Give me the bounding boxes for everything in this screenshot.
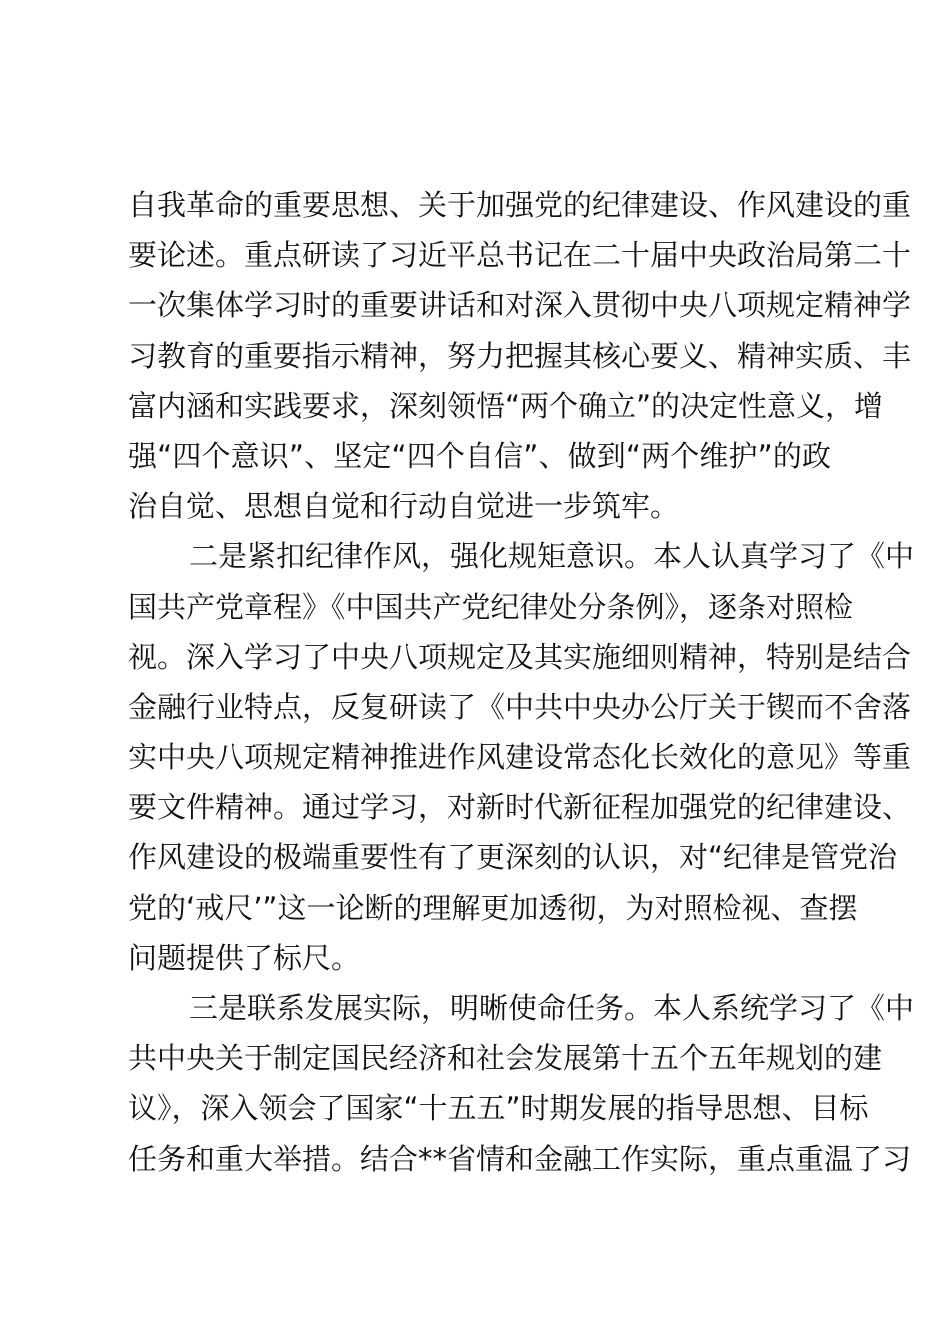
text-line: 二是紧扣纪律作风，强化规矩意识。本人认真学习了《中 bbox=[189, 539, 915, 574]
text-line: 强“四个意识”、坚定“四个自信”、做到“两个维护”的政 bbox=[128, 438, 831, 473]
paragraph-2 bbox=[128, 531, 915, 983]
paragraph-1 bbox=[128, 180, 912, 531]
text-line: 治自觉、思想自觉和行动自觉进一步筑牢。 bbox=[128, 489, 680, 524]
text-line: 议》，深入领会了国家“十五五”时期发展的指导思想、目标 bbox=[128, 1091, 869, 1126]
text-line: 问题提供了标尺。 bbox=[128, 940, 361, 975]
text-line: 金融行业特点，反复研读了《中共中央办公厅关于锲而不舍落 bbox=[128, 689, 912, 724]
text-line: 共中央关于制定国民经济和社会发展第十五个五年规划的建 bbox=[128, 1041, 883, 1076]
text-line: 自我革命的重要思想、关于加强党的纪律建设、作风建设的重 bbox=[128, 188, 912, 222]
text-line: 实中央八项规定精神推进作风建设常态化长效化的意见》等重 bbox=[128, 740, 912, 775]
text-line: 三是联系发展实际，明晰使命任务。本人系统学习了《中 bbox=[189, 991, 915, 1025]
text-line: 一次集体学习时的重要讲话和对深入贯彻中央八项规定精神学 bbox=[128, 288, 912, 323]
text-line: 视。深入学习了中央八项规定及其实施细则精神，特别是结合 bbox=[128, 639, 912, 674]
paragraph-3 bbox=[128, 983, 915, 1184]
text-line: 作风建设的极端重要性有了更深刻的认识，对“纪律是管党治 bbox=[128, 840, 898, 875]
text-line: 国共产党章程》《中国共产党纪律处分条例》，逐条对照检 bbox=[128, 589, 854, 624]
text-line: 任务和重大举措。结合**省情和金融工作实际，重点重温了习 bbox=[128, 1141, 912, 1176]
document-body bbox=[128, 180, 915, 1184]
text-line: 要论述。重点研读了习近平总书记在二十届中央政治局第二十 bbox=[128, 238, 912, 273]
text-line: 习教育的重要指示精神，努力把握其核心要义、精神实质、丰 bbox=[128, 338, 912, 373]
text-line: 党的‘戒尺’”这一论断的理解更加透彻，为对照检视、查摆 bbox=[128, 890, 858, 925]
text-line: 富内涵和实践要求，深刻领悟“两个确立”的决定性意义，增 bbox=[128, 388, 884, 423]
text-line: 要文件精神。通过学习，对新时代新征程加强党的纪律建设、 bbox=[128, 790, 912, 825]
